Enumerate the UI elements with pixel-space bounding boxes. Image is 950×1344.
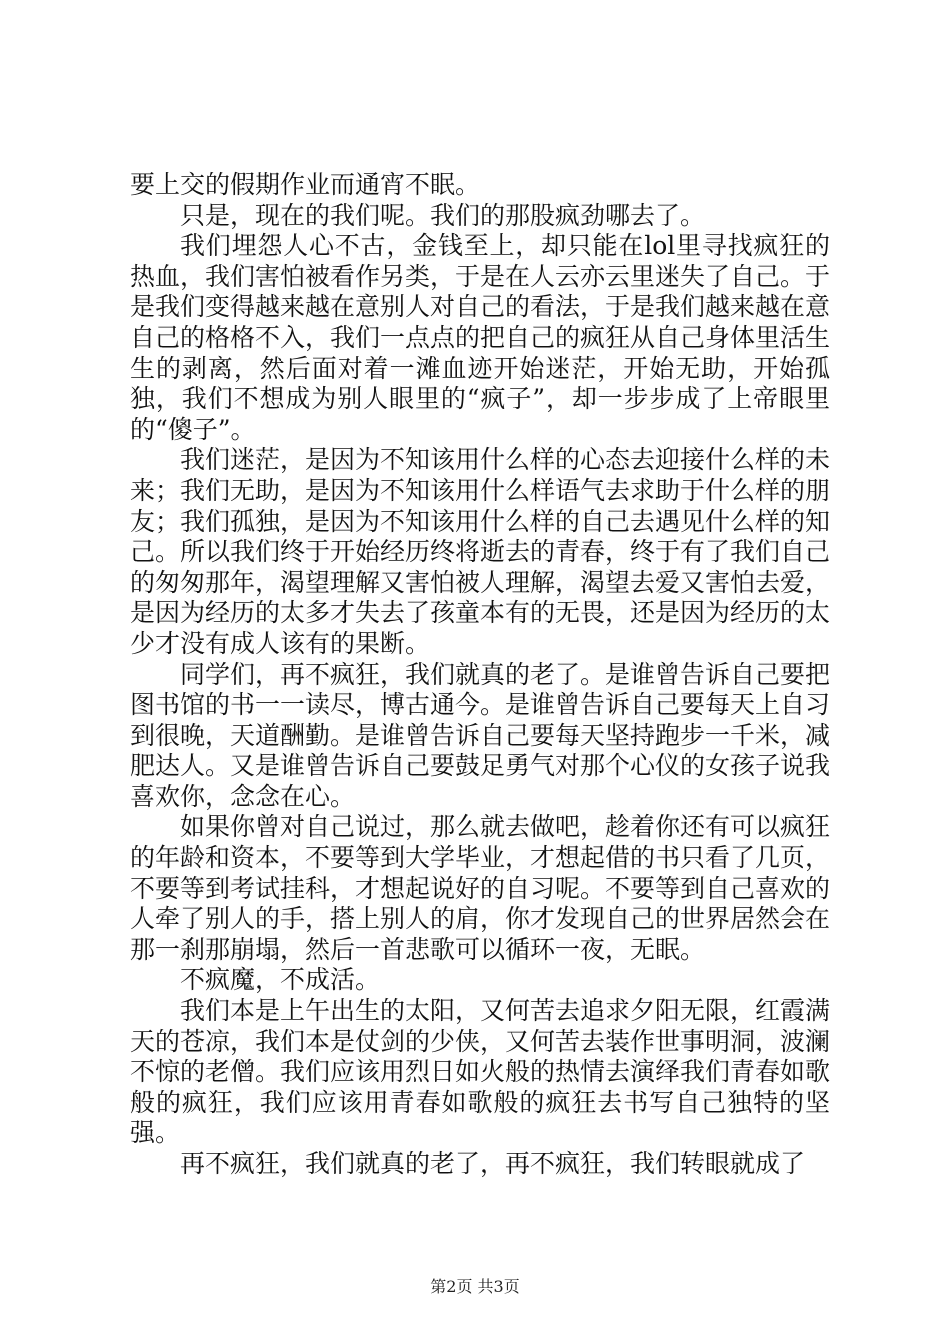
- paragraph: 不疯魔，不成活。: [180, 965, 381, 995]
- body-text: [130, 170, 830, 1180]
- paragraph: 只是，现在的我们呢。我们的那股疯劲哪去了。: [180, 200, 706, 230]
- page-footer: 第2页 共3页: [430, 1277, 520, 1296]
- paragraph-continuation: 要上交的假期作业而通宵不眠。: [130, 170, 481, 199]
- paragraph: 我们本是上午出生的太阳，又何苦去追求夕阳无限，红霞满天的苍凉，我们本是仗剑的少侠，又何苦去装作世事明洞，波澜不惊的老僧。我们应该用烈日如火般的热情去演绎我们青春如歌般的疯狂，我们应该用青春如歌般的疯狂去书写自己独特的坚强。: [130, 996, 831, 1148]
- paragraph: 如果你曾对自己说过，那么就去做吧，趁着你还有可以疯狂的年龄和资本，不要等到大学毕业，才想起借的书只看了几页，不要等到考试挂科，才想起说好的自习呢。不要等到自己喜欢的人牵了别人的手，搭上别人的肩，你才发现自己的世界居然会在那一刹那崩塌，然后一首悲歌可以循环一夜，无眠。: [130, 812, 831, 964]
- paragraph: 我们埋怨人心不古，金钱至上，却只能在lol里寻找疯狂的热血，我们害怕被看作另类，于是在人云亦云里迷失了自己。于是我们变得越来越在意别人对自己的看法，于是我们越来越在意自己的格格不入，我们一点点的把自己的疯狂从自己身体里活生生的剥离，然后面对着一滩血迹开始迷茫，开始无助，开始孤独，我们不想成为别人眼里的“疯子”，却一步步成了上帝眼里的“傻子”。: [130, 231, 831, 444]
- paragraph: 同学们，再不疯狂，我们就真的老了。是谁曾告诉自己要把图书馆的书一一读尽，博古通今。是谁曾告诉自己要每天上自习到很晚，天道酬勤。是谁曾告诉自己要每天坚持跑步一千米，减肥达人。又是谁曾告诉自己要鼓足勇气对那个心仪的女孩子说我喜欢你，念念在心。: [130, 659, 831, 811]
- paragraph: 再不疯狂，我们就真的老了，再不疯狂，我们转眼就成了: [180, 1149, 806, 1178]
- paragraph: 我们迷茫，是因为不知该用什么样的心态去迎接什么样的未来；我们无助，是因为不知该用什么样语气去求助于什么样的朋友；我们孤独，是因为不知该用什么样的自己去遇见什么样的知己。所以我们终于开始经历终将逝去的青春，终于有了我们自己的匆匆那年，渴望理解又害怕被人理解，渴望去爱又害怕去爱，是因为经历的太多才失去了孩童本有的无畏，还是因为经历的太少才没有成人该有的果断。: [130, 445, 831, 658]
